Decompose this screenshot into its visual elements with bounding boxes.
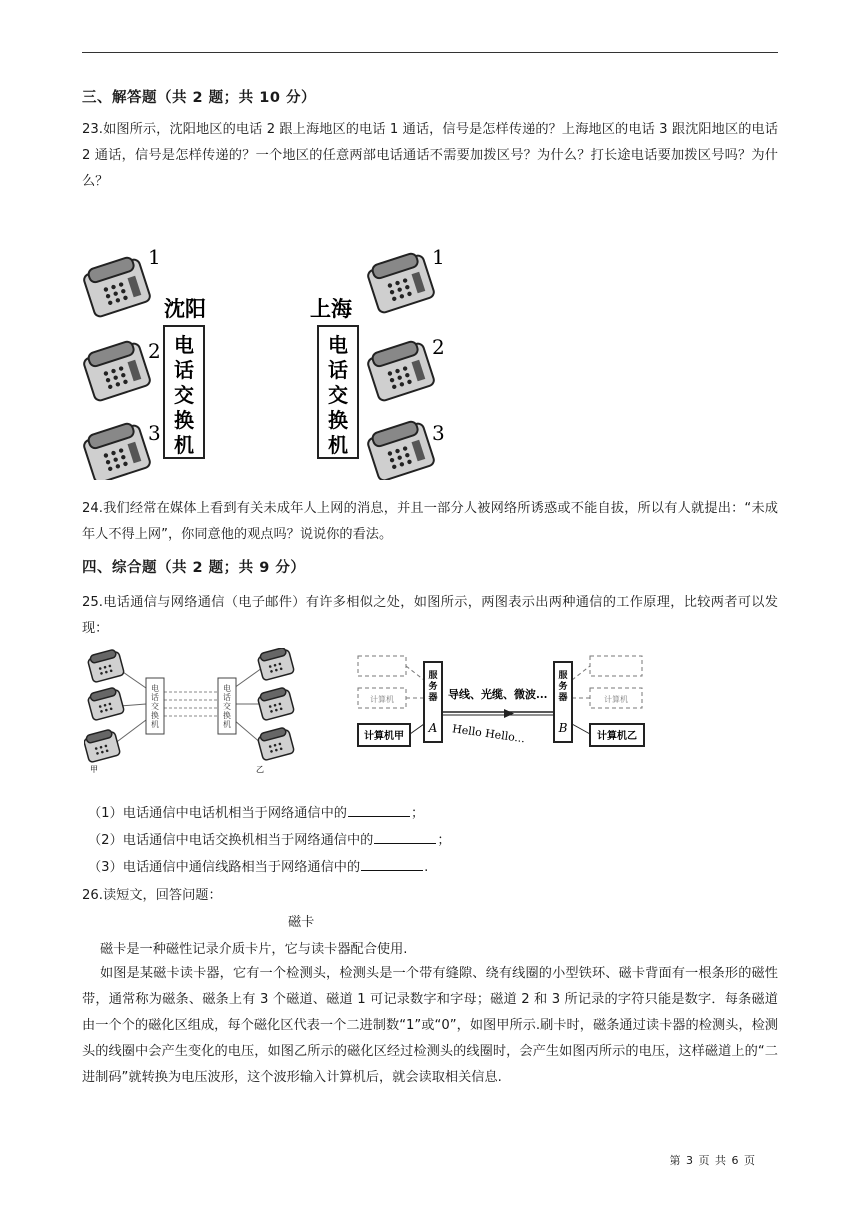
exchange-char: 换 (223, 711, 231, 720)
phone-icon (257, 727, 294, 761)
q25-item-2: （2）电话通信中电话交换机相当于网络通信中的 ； (88, 829, 451, 848)
phone-icon (367, 340, 436, 402)
phone-icon (87, 649, 124, 683)
computer-label: 计算机 (604, 695, 628, 704)
server-char: 服 (428, 671, 438, 681)
phone-network-figure (84, 648, 304, 778)
phone-number-label: 3 (148, 421, 161, 445)
hello-label: Hello Hello... (451, 722, 526, 746)
q25-item-1: （1）电话通信中电话机相当于网络通信中的 ； (88, 802, 424, 821)
exchange-char: 机 (328, 433, 348, 457)
telephone-exchange-figure (80, 240, 460, 480)
exchange-char: 交 (174, 383, 194, 407)
phone-icon (87, 687, 124, 721)
section-3-title: 三、解答题（共 2 题；共 10 分） (82, 90, 316, 106)
phone-number-label: 2 (432, 335, 445, 359)
article-title: 磁卡 (288, 915, 315, 930)
network-email-figure (354, 654, 650, 754)
exchange-char: 话 (151, 693, 159, 702)
exchange-char: 电 (174, 333, 194, 357)
computer-jia-label: 计算机甲 (364, 731, 404, 742)
phone-icon (83, 422, 152, 480)
exchange-char: 交 (151, 702, 159, 711)
article-paragraph-1: 磁卡是一种磁性记录介质卡片，它与读卡器配合使用. (100, 942, 408, 957)
server-a-letter: A (428, 721, 438, 735)
q25-item-3: （3）电话通信中通信线路相当于网络通信中的 . (88, 856, 428, 875)
question-24-text: 24.我们经常在媒体上看到有关未成年人上网的消息，并且一部分人被网络所诱惑或不能自拔，所以有人就提出：“未成年人不得上网”，你同意他的观点吗？说说你的看法。 (82, 501, 778, 542)
exchange-char: 换 (151, 711, 159, 720)
answer-blank[interactable] (348, 803, 410, 817)
answer-blank[interactable] (361, 857, 423, 871)
server-char: 务 (558, 682, 568, 692)
server-char: 器 (558, 693, 568, 703)
server-char: 服 (558, 671, 568, 681)
city-label-shenyang: 沈阳 (164, 296, 206, 321)
exchange-char: 交 (223, 702, 231, 711)
label-jia: 甲 (90, 765, 98, 774)
question-23-text: 23.如图所示，沈阳地区的电话 2 跟上海地区的电话 1 通话，信号是怎样传递的？上海地区的电话 3 跟沈阳地区的电话 2 通话，信号是怎样传递的？一个地区的任意两部电话通话不需要加拨区号？为什么？打长途电话要加拨区号吗？为什么？ (82, 122, 778, 189)
server-char: 器 (428, 693, 438, 703)
phone-icon (367, 252, 436, 314)
phone-icon (367, 420, 436, 480)
phone-icon (83, 256, 152, 318)
phone-number-label: 1 (148, 245, 161, 269)
exchange-char: 机 (151, 720, 159, 729)
exchange-char: 机 (223, 720, 231, 729)
exchange-char: 电 (223, 684, 231, 693)
exchange-char: 话 (328, 358, 348, 382)
exchange-char: 话 (223, 693, 231, 702)
phone-icon (84, 729, 121, 763)
server-char: 务 (428, 682, 438, 692)
phone-icon (83, 340, 152, 402)
exchange-char: 交 (328, 383, 348, 407)
article-paragraph-2: 如图是某磁卡读卡器，它有一个检测头，检测头是一个带有缝隙、绕有线圈的小型铁环、磁卡背面有一根条形的磁性带，通常称为磁条、磁条上有 3 个磁道、磁道 1 可记录数字和字母；磁道 2 和 3 所记录的字符只能是数字．每条磁道由一个个的磁化区组成，每个磁化区代表一个二进制数“1”或“0”，如图甲所示.刷卡时，磁条通过读卡器的检测头，检测头的线圈中会产生变化的电压，如图乙所示的磁化区经过检测头的线圈时，会产生如图丙所示的电压，这样磁道上的“二进制码”就转换为电压波形，这个波形输入计算机后，就会读取相关信息. (82, 966, 778, 1085)
exchange-char: 电 (328, 333, 348, 357)
phone-number-label: 3 (432, 421, 445, 445)
question-26-text: 26.读短文，回答问题： (82, 888, 222, 903)
exchange-char: 电 (151, 684, 159, 693)
server-b-letter: B (558, 721, 568, 735)
phone-icon (257, 687, 294, 721)
exchange-char: 话 (174, 358, 194, 382)
question-25-text: 25.电话通信与网络通信（电子邮件）有许多相似之处，如图所示，两图表示出两种通信的工作原理，比较两者可以发现： (82, 595, 778, 636)
page-footer: 第 3 页 共 6 页 (669, 1154, 756, 1167)
header-rule (82, 52, 778, 53)
computer-label: 计算机 (370, 695, 394, 704)
phone-icon (257, 648, 294, 681)
exchange-char: 机 (174, 433, 194, 457)
label-yi: 乙 (256, 765, 264, 774)
phone-number-label: 2 (148, 339, 161, 363)
phone-number-label: 1 (432, 245, 445, 269)
computer-box-dashed (590, 656, 642, 676)
exchange-char: 换 (328, 408, 348, 432)
computer-yi-label: 计算机乙 (597, 731, 637, 742)
media-label: 导线、光缆、微波... (448, 688, 548, 701)
answer-blank[interactable] (374, 830, 436, 844)
section-4-title: 四、综合题（共 2 题；共 9 分） (82, 560, 306, 576)
computer-box-dashed (358, 656, 406, 676)
exchange-char: 换 (174, 408, 194, 432)
city-label-shanghai: 上海 (310, 296, 352, 321)
